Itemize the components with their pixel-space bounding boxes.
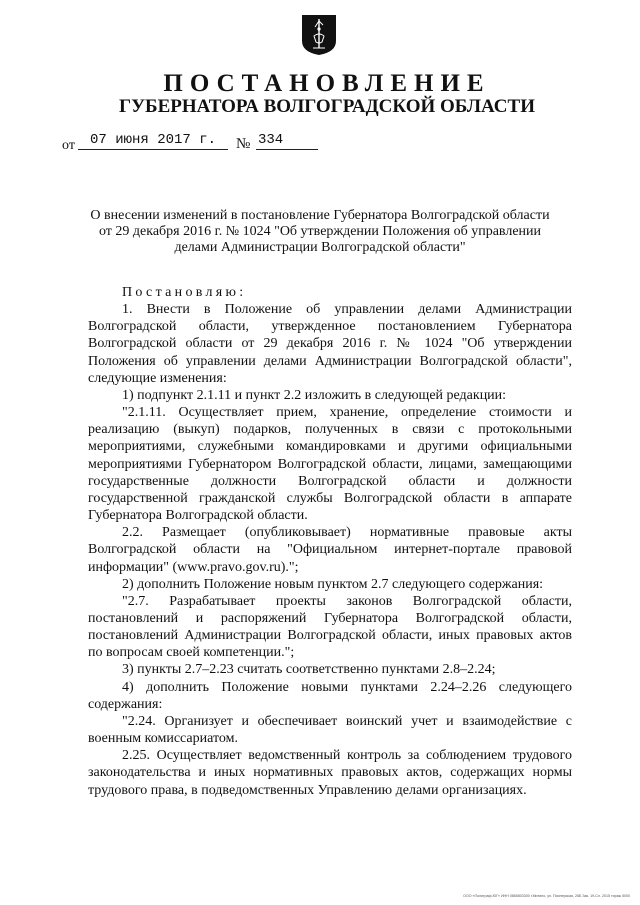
body-paragraph: 1) подпункт 2.1.11 и пункт 2.2 изложить в следующей редакции: (122, 387, 507, 403)
document-date: 07 июня 2017 г. (78, 132, 228, 150)
body-paragraph: "2.7. Разрабатывает проекты законов Волгоградской области, постановлений и распоряжений Губернатора Волгоградской области, постановлений Администрации Волгоградской области, иных правовых актов по вопросам своей компетенции."; (88, 593, 572, 661)
decree-word: Постановляю: (122, 285, 247, 300)
document-number: 334 (256, 132, 318, 150)
body-paragraph: "2.24. Организует и обеспечивает воинский учет и взаимодействие с военным комиссариатом. (88, 713, 572, 747)
document-subject (60, 208, 580, 256)
body-paragraph: 2) дополнить Положение новым пунктом 2.7 следующего содержания: (122, 576, 544, 592)
subject-line: делами Администрации Волгоградской области" (174, 240, 466, 255)
date-prefix: от (62, 138, 75, 153)
coat-of-arms-icon (301, 14, 337, 56)
printer-imprint: ООО «Полиграф-ЮГ» ИНН 0865803300 г.Митино, ул. Пионерская, 26Б Зак. 19-Сл. 2015 тираж 5000 (463, 894, 630, 898)
issuer-title: ГУБЕРНАТОРА ВОЛГОГРАДСКОЙ ОБЛАСТИ (119, 96, 535, 117)
subject-line: О внесении изменений в постановление Губернатора Волгоградской области (90, 208, 550, 223)
document-meta (0, 132, 640, 154)
subject-line: от 29 декабря 2016 г. № 1024 "Об утверждении Положения об управлении (98, 224, 542, 239)
number-label: № (236, 136, 251, 152)
body-paragraph: 2.25. Осуществляет ведомственный контроль за соблюдением трудового законодательства и иных нормативных правовых актов, содержащих нормы трудового права, в подведомственных Управлению делами организациях. (88, 748, 572, 798)
body-paragraph: 4) дополнить Положение новыми пунктами 2.24–2.26 следующего содержания: (88, 679, 572, 712)
document-body (88, 284, 572, 799)
body-paragraph: 1. Внести в Положение об управлении делами Администрации Волгоградской области, утвержденное постановлением Губернатора Волгоградской области от 29 декабря 2016 г. № 1024 "Об утверждении Положения об управлении делами Администрации Волгоградской области", следующие изменения: (88, 302, 572, 386)
body-paragraph: 3) пункты 2.7–2.23 считать соответственно пунктами 2.8–2.24; (122, 662, 496, 678)
document-type-title: ПОСТАНОВЛЕНИЕ (163, 70, 491, 97)
body-paragraph: "2.1.11. Осуществляет прием, хранение, определение стоимости и реализацию (выкуп) подарков, полученных в связи с протокольными мероприятиями, служебными командировками и другими официальными мероприятиями Губернатором Волгоградской области, лицами, замещающими государственные должности Волгоградской области и должности государственной гражданской службы Волгоградской области в аппарате Губернатора Волгоградской области. (88, 405, 572, 524)
body-paragraph: 2.2. Размещает (опубликовывает) нормативные правовые акты Волгоградской области на "Официальном интернет-портале правовой информации" (www.pravo.gov.ru)."; (88, 525, 572, 575)
